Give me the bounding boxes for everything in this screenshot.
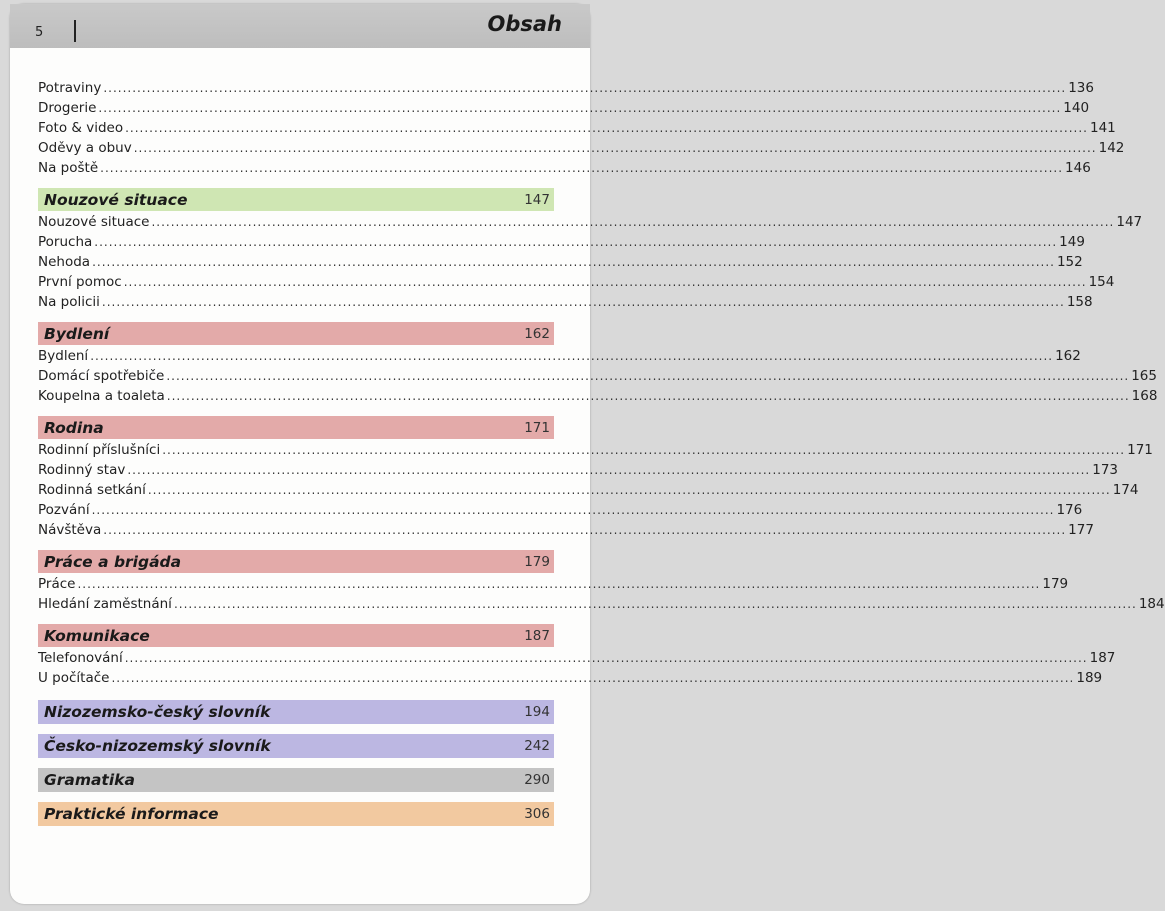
toc-entry-page: 173 bbox=[1092, 462, 1119, 478]
dot-leader: ........................................................................................................................................................................................................ bbox=[166, 389, 1130, 403]
toc-entry-page: 184 bbox=[1138, 596, 1165, 612]
dot-leader: ........................................................................................................................................................................................................ bbox=[166, 369, 1130, 383]
dot-leader: ........................................................................................................................................................................................................ bbox=[103, 523, 1067, 537]
section-heading[interactable] bbox=[38, 624, 554, 647]
toc-entry[interactable] bbox=[38, 460, 1119, 480]
dot-leader: ........................................................................................................................................................................................................ bbox=[127, 463, 1091, 477]
dot-leader: ........................................................................................................................................................................................................ bbox=[94, 235, 1058, 249]
toc-entry[interactable] bbox=[38, 212, 1143, 232]
dot-leader: ........................................................................................................................................................................................................ bbox=[162, 443, 1126, 457]
section-heading[interactable] bbox=[38, 322, 554, 345]
toc-entry-page: 165 bbox=[1131, 368, 1157, 384]
dot-leader: ........................................................................................................................................................................................................ bbox=[124, 651, 1088, 665]
dot-leader: ........................................................................................................................................................................................................ bbox=[98, 101, 1062, 115]
toc-entry-page: 162 bbox=[1055, 348, 1081, 364]
toc-entry-page: 152 bbox=[1056, 254, 1083, 270]
toc-entry-label: Telefonování bbox=[38, 650, 123, 666]
section-title: Komunikace bbox=[44, 626, 150, 645]
dot-leader: ........................................................................................................................................................................................................ bbox=[101, 295, 1065, 309]
toc-entry-label: Potraviny bbox=[38, 80, 102, 96]
toc-entry-label: U počítače bbox=[38, 670, 110, 686]
dot-leader: ........................................................................................................................................................................................................ bbox=[103, 81, 1067, 95]
toc-entry-label: Rodinní příslušníci bbox=[38, 442, 161, 458]
toc-entry[interactable] bbox=[38, 118, 1116, 138]
toc-entry-page: 142 bbox=[1098, 140, 1125, 156]
page-number: 5 bbox=[35, 25, 44, 40]
toc-entry[interactable] bbox=[38, 292, 1093, 312]
toc-entry-page: 187 bbox=[1089, 650, 1116, 666]
toc-entry-label: Domácí spotřebiče bbox=[38, 368, 165, 384]
toc-entry-page: 141 bbox=[1089, 120, 1116, 136]
section-heading[interactable] bbox=[38, 416, 554, 439]
page-title: Obsah bbox=[487, 12, 562, 36]
section-heading[interactable] bbox=[38, 188, 554, 211]
section-title: Rodina bbox=[44, 418, 104, 437]
section-page: 242 bbox=[524, 738, 550, 754]
toc-entry[interactable] bbox=[38, 480, 1139, 500]
toc-entry-label: Drogerie bbox=[38, 100, 97, 116]
section-title: Práce a brigáda bbox=[44, 552, 182, 571]
toc-entry-label: Porucha bbox=[38, 234, 93, 250]
dot-leader: ........................................................................................................................................................................................................ bbox=[90, 349, 1054, 363]
dot-leader: ........................................................................................................................................................................................................ bbox=[151, 215, 1115, 229]
section-page: 179 bbox=[524, 553, 550, 570]
toc-entry-label: Rodinná setkání bbox=[38, 482, 146, 498]
header-divider bbox=[74, 20, 76, 42]
toc-entry-label: Práce bbox=[38, 576, 76, 592]
toc-entry[interactable] bbox=[38, 386, 1158, 406]
dot-leader: ........................................................................................................................................................................................................ bbox=[133, 141, 1097, 155]
section-title: Nizozemsko-český slovník bbox=[44, 703, 271, 721]
dot-leader: ........................................................................................................................................................................................................ bbox=[125, 121, 1088, 135]
toc-entry-page: 168 bbox=[1131, 388, 1158, 404]
toc-entry-label: První pomoc bbox=[38, 274, 122, 290]
section-page: 194 bbox=[524, 704, 550, 720]
toc-entry-label: Bydlení bbox=[38, 348, 89, 364]
toc-entry-page: 140 bbox=[1063, 100, 1090, 116]
section-page: 147 bbox=[524, 191, 550, 208]
toc-entry-page: 154 bbox=[1088, 274, 1115, 290]
section-heading[interactable] bbox=[38, 734, 554, 758]
toc-entry[interactable] bbox=[38, 440, 1153, 460]
section-title: Praktické informace bbox=[44, 805, 219, 823]
toc-entry-page: 147 bbox=[1116, 214, 1143, 230]
toc-entry-label: Nehoda bbox=[38, 254, 91, 270]
toc-entry-label: Oděvy a obuv bbox=[38, 140, 132, 156]
toc-entry-page: 158 bbox=[1066, 294, 1093, 310]
dot-leader: ........................................................................................................................................................................................................ bbox=[77, 577, 1041, 591]
toc-entry-label: Rodinný stav bbox=[38, 462, 126, 478]
book-page bbox=[10, 4, 1165, 904]
toc-entry[interactable] bbox=[38, 158, 1091, 178]
dot-leader: ........................................................................................................................................................................................................ bbox=[100, 161, 1064, 175]
toc-entry[interactable] bbox=[38, 138, 1125, 158]
toc-entry[interactable] bbox=[38, 520, 1094, 540]
toc-entry[interactable] bbox=[38, 648, 1116, 668]
toc-entry-page: 136 bbox=[1068, 80, 1094, 96]
toc-entry-page: 179 bbox=[1042, 576, 1069, 592]
toc-entry-label: Koupelna a toaleta bbox=[38, 388, 165, 404]
toc-entry[interactable] bbox=[38, 232, 1085, 252]
toc-entry[interactable] bbox=[38, 500, 1083, 520]
toc-entry-label: Nouzové situace bbox=[38, 214, 150, 230]
dot-leader: ........................................................................................................................................................................................................ bbox=[111, 671, 1075, 685]
section-title: Nouzové situace bbox=[44, 190, 188, 209]
toc-entry-label: Pozvání bbox=[38, 502, 90, 518]
section-page: 171 bbox=[524, 419, 550, 436]
toc-entry-page: 149 bbox=[1059, 234, 1085, 250]
page-header bbox=[10, 4, 590, 48]
toc-entry-page: 171 bbox=[1127, 442, 1153, 458]
toc-entry[interactable] bbox=[38, 366, 1157, 386]
toc-entry-label: Návštěva bbox=[38, 522, 102, 538]
section-heading[interactable] bbox=[38, 700, 554, 724]
toc-entry-label: Foto & video bbox=[38, 120, 124, 136]
toc-entry[interactable] bbox=[38, 252, 1083, 272]
section-title: Gramatika bbox=[44, 771, 135, 789]
toc-entry[interactable] bbox=[38, 272, 1115, 292]
section-page: 290 bbox=[524, 772, 550, 788]
toc-entry-label: Na poště bbox=[38, 160, 99, 176]
table-of-contents bbox=[38, 78, 1165, 827]
toc-entry[interactable] bbox=[38, 78, 1094, 98]
toc-entry-page: 174 bbox=[1112, 482, 1139, 498]
toc-entry[interactable] bbox=[38, 98, 1090, 118]
toc-entry-page: 189 bbox=[1076, 670, 1103, 686]
section-heading[interactable] bbox=[38, 550, 554, 573]
toc-entry-page: 146 bbox=[1065, 160, 1091, 176]
section-heading[interactable] bbox=[38, 768, 554, 792]
toc-entry-page: 177 bbox=[1068, 522, 1094, 538]
section-heading[interactable] bbox=[38, 802, 554, 826]
toc-entry[interactable] bbox=[38, 594, 1165, 614]
dot-leader: ........................................................................................................................................................................................................ bbox=[91, 503, 1055, 517]
section-page: 306 bbox=[524, 806, 550, 822]
toc-entry[interactable] bbox=[38, 574, 1069, 594]
toc-entry[interactable] bbox=[38, 668, 1103, 688]
toc-entry-page: 176 bbox=[1056, 502, 1083, 518]
section-title: Bydlení bbox=[44, 324, 110, 343]
dot-leader: ........................................................................................................................................................................................................ bbox=[173, 597, 1137, 611]
dot-leader: ........................................................................................................................................................................................................ bbox=[147, 483, 1111, 497]
toc-entry-label: Hledání zaměstnání bbox=[38, 596, 172, 612]
toc-entry[interactable] bbox=[38, 346, 1081, 366]
dot-leader: ........................................................................................................................................................................................................ bbox=[92, 255, 1055, 269]
section-page: 187 bbox=[524, 627, 550, 644]
section-page: 162 bbox=[524, 325, 550, 342]
toc-entry-label: Na policii bbox=[38, 294, 100, 310]
section-title: Česko-nizozemský slovník bbox=[44, 737, 271, 755]
dot-leader: ........................................................................................................................................................................................................ bbox=[123, 275, 1087, 289]
